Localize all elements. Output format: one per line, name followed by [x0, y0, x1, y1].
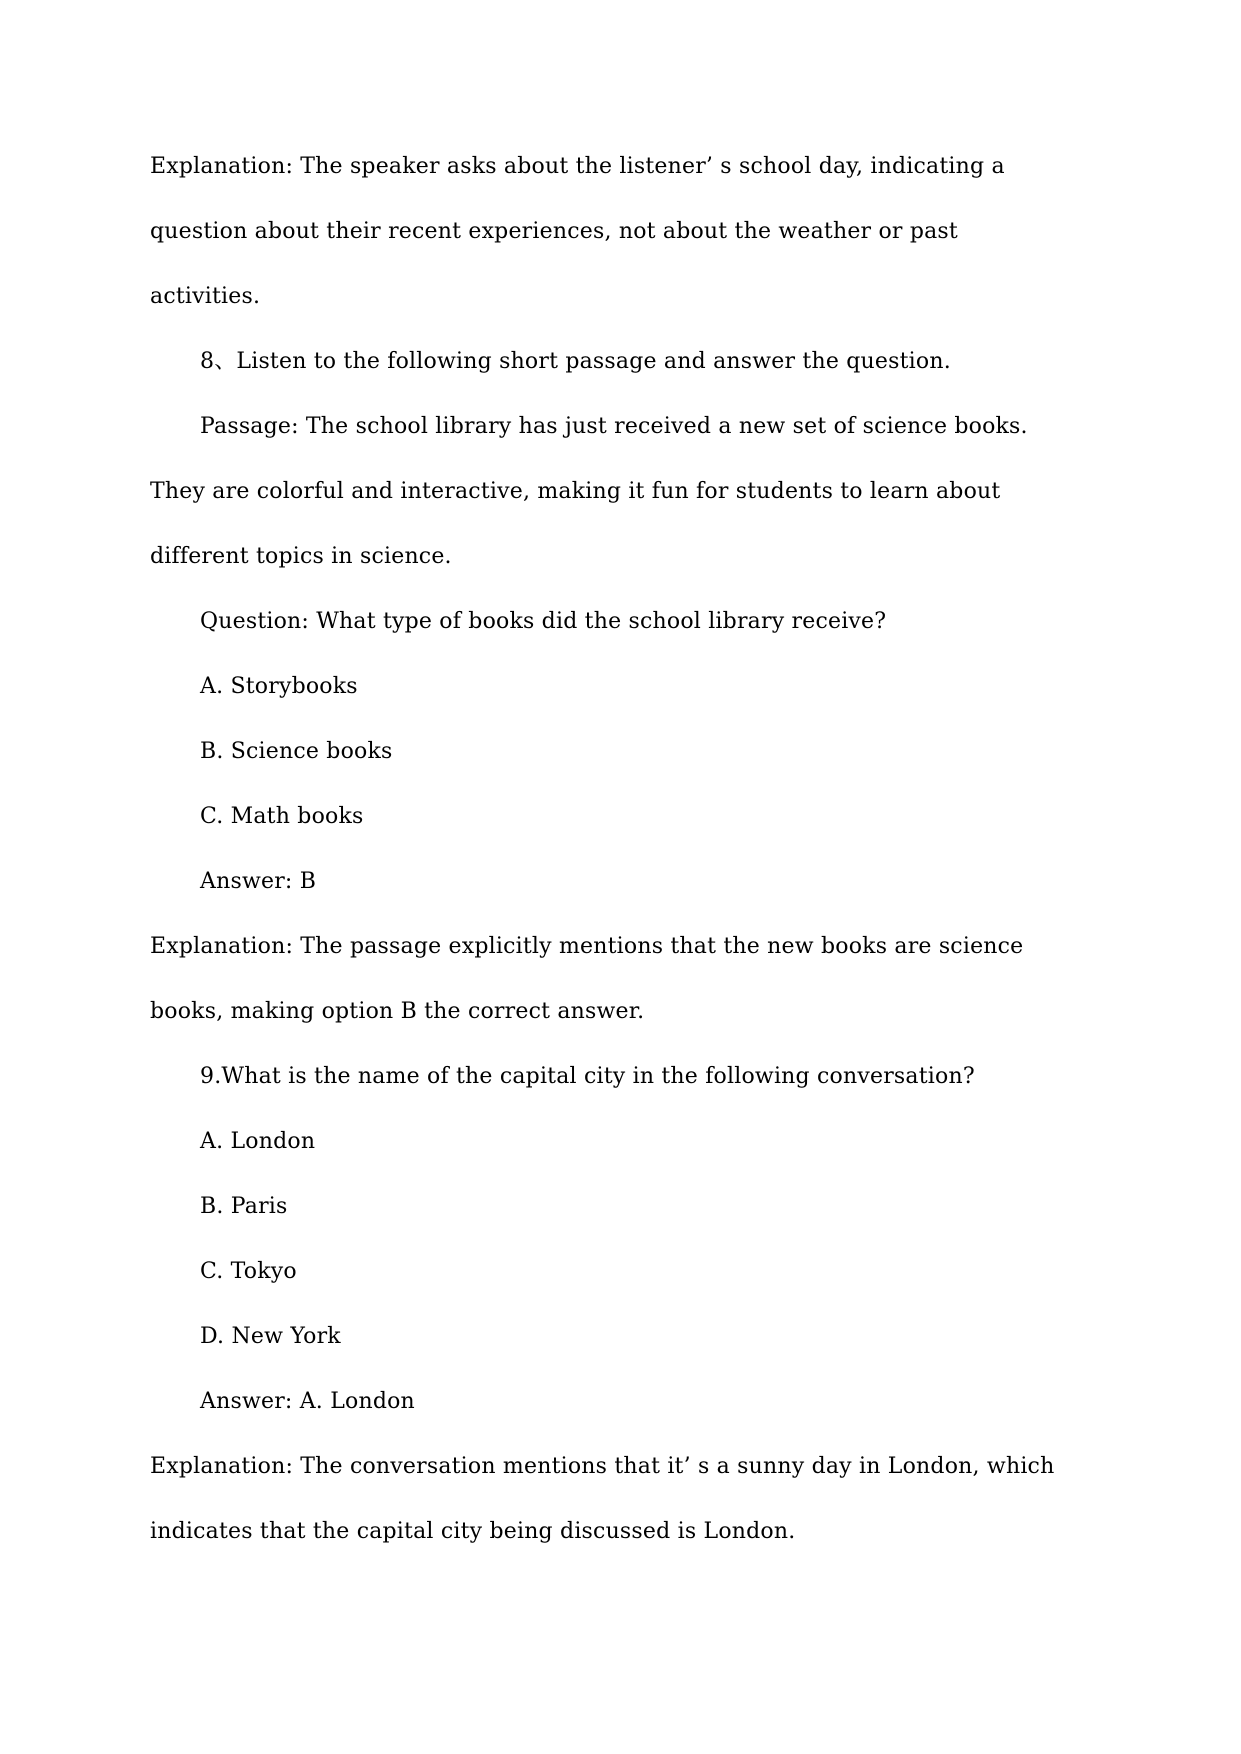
q9-question: 9.What is the name of the capital city in the following conversation?: [200, 1064, 975, 1089]
q8-option-b: B. Science books: [200, 739, 393, 764]
q9-answer: Answer: A. London: [200, 1389, 415, 1414]
q7-explanation-line-3: activities.: [150, 284, 261, 309]
q8-explanation-line-2: books, making option B the correct answer.: [150, 999, 645, 1024]
q8-passage-line-2: They are colorful and interactive, making it fun for students to learn about: [150, 479, 1001, 504]
q8-answer: Answer: B: [200, 869, 317, 894]
q9-option-b: B. Paris: [200, 1194, 288, 1219]
q8-passage-line-1: Passage: The school library has just received a new set of science books.: [200, 414, 1028, 439]
q8-passage-line-3: different topics in science.: [150, 544, 452, 569]
q9-option-d: D. New York: [200, 1324, 341, 1349]
q9-option-a: A. London: [200, 1129, 316, 1154]
q7-explanation-line-2: question about their recent experiences, not about the weather or past: [150, 219, 958, 244]
q8-prompt: 8、Listen to the following short passage and answer the question.: [200, 349, 951, 374]
q8-question: Question: What type of books did the school library receive?: [200, 609, 887, 634]
q9-explanation-line-1: Explanation: The conversation mentions that it’ s a sunny day in London, which: [150, 1454, 1055, 1479]
q8-option-a: A. Storybooks: [200, 674, 358, 699]
q9-explanation-line-2: indicates that the capital city being discussed is London.: [150, 1519, 796, 1544]
q7-explanation-line-1: Explanation: The speaker asks about the listener’ s school day, indicating a: [150, 154, 1005, 179]
q9-option-c: C. Tokyo: [200, 1259, 297, 1284]
q8-explanation-line-1: Explanation: The passage explicitly mentions that the new books are science: [150, 934, 1024, 959]
q8-option-c: C. Math books: [200, 804, 364, 829]
